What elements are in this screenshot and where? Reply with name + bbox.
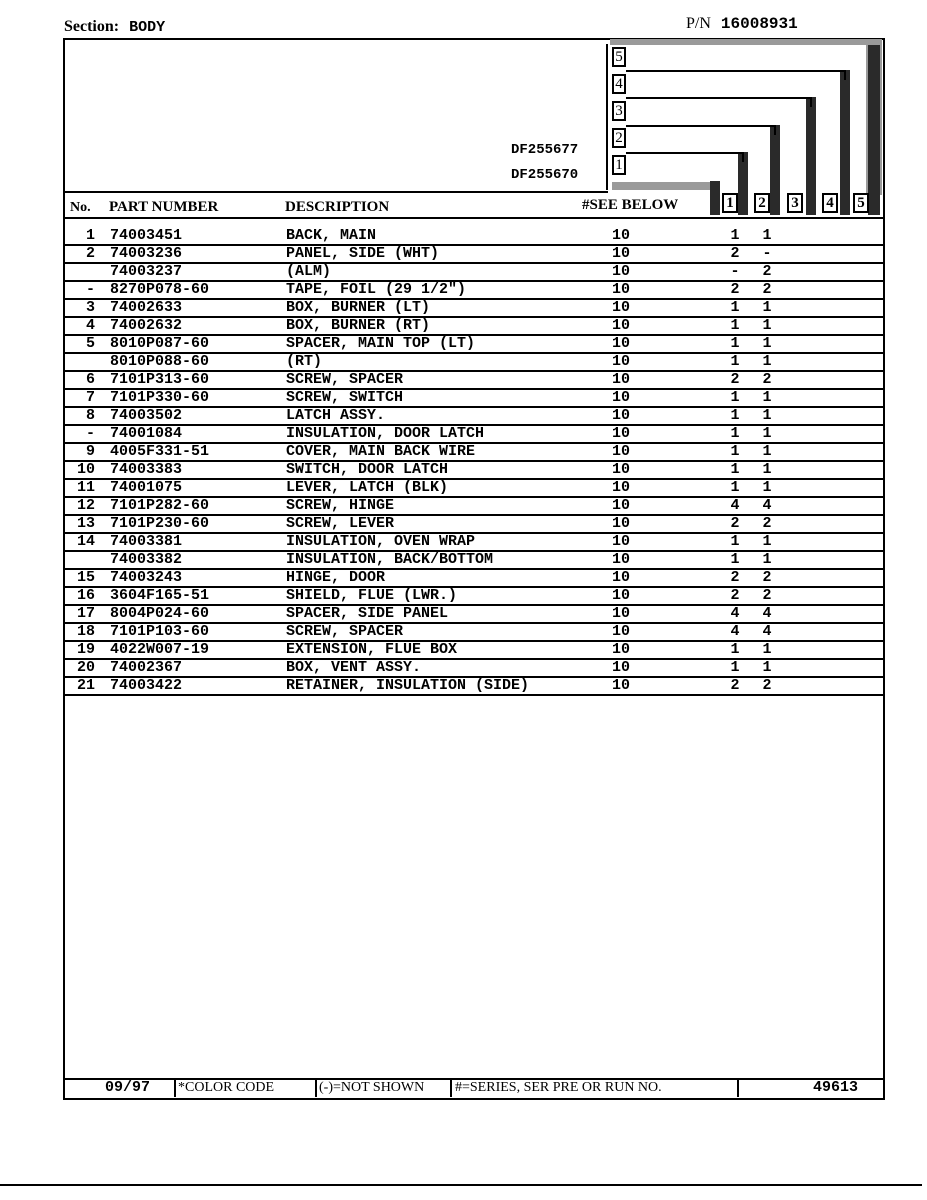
bar-col-3 xyxy=(806,97,816,215)
row-no: 15 xyxy=(76,569,95,586)
row-see-below: 10 xyxy=(612,371,631,388)
row-see-below: 10 xyxy=(612,299,631,316)
row-qty-col-2: 2 xyxy=(762,677,772,694)
header-top-rule xyxy=(63,191,608,193)
row-part-number: 7101P230-60 xyxy=(110,515,210,532)
row-see-below: 10 xyxy=(612,659,631,676)
table-row xyxy=(0,317,927,335)
col-box-1: 1 xyxy=(722,193,738,213)
row-no: 16 xyxy=(76,587,95,604)
row-description: BACK, MAIN xyxy=(286,227,377,244)
row-qty-col-1: 2 xyxy=(730,281,740,298)
table-row xyxy=(0,245,927,263)
row-no: 6 xyxy=(85,371,95,388)
row-qty-col-1: 1 xyxy=(730,335,740,352)
row-qty-col-2: - xyxy=(762,245,772,262)
row-qty-col-2: 1 xyxy=(762,641,772,658)
row-description: SHIELD, FLUE (LWR.) xyxy=(286,587,458,604)
row-description: LEVER, LATCH (BLK) xyxy=(286,479,449,496)
row-qty-col-1: 2 xyxy=(730,677,740,694)
row-description: PANEL, SIDE (WHT) xyxy=(286,245,440,262)
footer-sep-4 xyxy=(737,1080,739,1097)
row-description: SCREW, SPACER xyxy=(286,623,404,640)
row-qty-col-1: 1 xyxy=(730,461,740,478)
footer-sep-2 xyxy=(315,1080,317,1097)
table-row xyxy=(0,443,927,461)
shade-bottom xyxy=(612,182,712,190)
header-bottom-rule xyxy=(63,217,885,219)
table-row xyxy=(0,623,927,641)
row-part-number: 74001084 xyxy=(110,425,183,442)
model-box-4: 4 xyxy=(612,74,626,94)
row-see-below: 10 xyxy=(612,353,631,370)
row-qty-col-1: - xyxy=(730,263,740,280)
row-qty-col-1: 4 xyxy=(730,497,740,514)
row-part-number: 74003382 xyxy=(110,551,183,568)
bracket-2 xyxy=(626,125,776,135)
col-header-see-below: #SEE BELOW xyxy=(582,197,679,213)
model-box-divider xyxy=(606,44,608,190)
row-qty-col-2: 2 xyxy=(762,587,772,604)
row-qty-col-2: 1 xyxy=(762,389,772,406)
row-part-number: 4022W007-19 xyxy=(110,641,210,658)
row-no: 10 xyxy=(76,461,95,478)
row-part-number: 8010P088-60 xyxy=(110,353,210,370)
table-row xyxy=(0,479,927,497)
row-description: HINGE, DOOR xyxy=(286,569,386,586)
row-description: SPACER, MAIN TOP (LT) xyxy=(286,335,476,352)
row-description: INSULATION, BACK/BOTTOM xyxy=(286,551,494,568)
row-qty-col-2: 2 xyxy=(762,263,772,280)
bar-col-5 xyxy=(868,45,880,215)
table-row xyxy=(0,569,927,587)
table-row xyxy=(0,515,927,533)
row-see-below: 10 xyxy=(612,335,631,352)
row-qty-col-1: 2 xyxy=(730,245,740,262)
row-description: SCREW, HINGE xyxy=(286,497,395,514)
row-no: 19 xyxy=(76,641,95,658)
row-part-number: 74002367 xyxy=(110,659,183,676)
row-description: SCREW, SWITCH xyxy=(286,389,404,406)
row-see-below: 10 xyxy=(612,317,631,334)
row-qty-col-2: 2 xyxy=(762,281,772,298)
row-qty-col-1: 1 xyxy=(730,425,740,442)
row-qty-col-1: 2 xyxy=(730,515,740,532)
row-no: 2 xyxy=(85,245,95,262)
row-see-below: 10 xyxy=(612,425,631,442)
row-no: 20 xyxy=(76,659,95,676)
table-row xyxy=(0,497,927,515)
table-row xyxy=(0,461,927,479)
row-no: 13 xyxy=(76,515,95,532)
row-qty-col-2: 2 xyxy=(762,569,772,586)
table-row xyxy=(0,299,927,317)
row-qty-col-2: 1 xyxy=(762,227,772,244)
row-description: (ALM) xyxy=(286,263,332,280)
row-qty-col-2: 1 xyxy=(762,335,772,352)
footer-sep-3 xyxy=(450,1080,452,1097)
row-qty-col-1: 1 xyxy=(730,317,740,334)
table-row xyxy=(0,551,927,569)
col-header-part-number: PART NUMBER xyxy=(109,199,219,215)
row-qty-col-2: 1 xyxy=(762,407,772,424)
footer xyxy=(65,1078,887,1098)
row-see-below: 10 xyxy=(612,389,631,406)
row-description: INSULATION, OVEN WRAP xyxy=(286,533,476,550)
row-part-number: 74003422 xyxy=(110,677,183,694)
row-see-below: 10 xyxy=(612,407,631,424)
row-part-number: 8270P078-60 xyxy=(110,281,210,298)
section-label: Section: xyxy=(64,18,120,35)
row-no: - xyxy=(85,281,95,298)
row-see-below: 10 xyxy=(612,677,631,694)
row-no: 18 xyxy=(76,623,95,640)
footer-date: 09/97 xyxy=(105,1079,151,1096)
row-no: 3 xyxy=(85,299,95,316)
model-box-2: 2 xyxy=(612,128,626,148)
row-part-number: 7101P330-60 xyxy=(110,389,210,406)
table-row xyxy=(0,353,927,371)
row-part-number: 8004P024-60 xyxy=(110,605,210,622)
pn-label: P/N xyxy=(686,15,711,32)
bracket-4 xyxy=(626,70,846,80)
row-qty-col-2: 1 xyxy=(762,461,772,478)
row-see-below: 10 xyxy=(612,641,631,658)
row-see-below: 10 xyxy=(612,497,631,514)
table-row xyxy=(0,371,927,389)
row-qty-col-2: 1 xyxy=(762,299,772,316)
row-part-number: 4005F331-51 xyxy=(110,443,210,460)
row-qty-col-1: 1 xyxy=(730,389,740,406)
row-see-below: 10 xyxy=(612,605,631,622)
row-see-below: 10 xyxy=(612,227,631,244)
table-row xyxy=(0,227,927,245)
row-part-number: 7101P282-60 xyxy=(110,497,210,514)
row-description: BOX, BURNER (RT) xyxy=(286,317,431,334)
row-qty-col-1: 1 xyxy=(730,659,740,676)
shade-top xyxy=(610,39,882,45)
footer-doc-number: 49613 xyxy=(813,1079,859,1096)
row-no: 21 xyxy=(76,677,95,694)
row-description: BOX, BURNER (LT) xyxy=(286,299,431,316)
row-qty-col-1: 4 xyxy=(730,623,740,640)
row-see-below: 10 xyxy=(612,623,631,640)
bar-col-2 xyxy=(770,125,780,215)
row-qty-col-1: 2 xyxy=(730,569,740,586)
row-see-below: 10 xyxy=(612,281,631,298)
footer-sep-1 xyxy=(174,1080,176,1097)
model-box-1: 1 xyxy=(612,155,626,175)
row-description: SCREW, SPACER xyxy=(286,371,404,388)
row-qty-col-2: 2 xyxy=(762,515,772,532)
row-no: 9 xyxy=(85,443,95,460)
row-qty-col-2: 1 xyxy=(762,443,772,460)
row-qty-col-1: 1 xyxy=(730,641,740,658)
row-description: TAPE, FOIL (29 1/2") xyxy=(286,281,467,298)
row-qty-col-1: 1 xyxy=(730,299,740,316)
row-part-number: 74003381 xyxy=(110,533,183,550)
row-qty-col-1: 1 xyxy=(730,533,740,550)
bar-col-4 xyxy=(840,70,850,215)
row-part-number: 3604F165-51 xyxy=(110,587,210,604)
row-see-below: 10 xyxy=(612,443,631,460)
table-row xyxy=(0,677,927,695)
row-part-number: 74003451 xyxy=(110,227,183,244)
row-qty-col-2: 2 xyxy=(762,371,772,388)
row-description: INSULATION, DOOR LATCH xyxy=(286,425,485,442)
row-description: RETAINER, INSULATION (SIDE) xyxy=(286,677,530,694)
model-box-3: 3 xyxy=(612,101,626,121)
table-row xyxy=(0,407,927,425)
footer-color-code: *COLOR CODE xyxy=(178,1080,275,1095)
table-row xyxy=(0,263,927,281)
row-qty-col-1: 1 xyxy=(730,353,740,370)
row-part-number: 74002632 xyxy=(110,317,183,334)
row-description: LATCH ASSY. xyxy=(286,407,386,424)
row-description: (RT) xyxy=(286,353,323,370)
row-description: SWITCH, DOOR LATCH xyxy=(286,461,449,478)
col-header-no: No. xyxy=(70,200,91,215)
row-qty-col-1: 2 xyxy=(730,371,740,388)
model-graphic xyxy=(0,0,927,230)
row-qty-col-2: 4 xyxy=(762,605,772,622)
col-header-description: DESCRIPTION xyxy=(285,199,390,215)
row-description: SPACER, SIDE PANEL xyxy=(286,605,449,622)
table-row xyxy=(0,425,927,443)
row-no: 14 xyxy=(76,533,95,550)
row-qty-col-2: 1 xyxy=(762,425,772,442)
row-no: 12 xyxy=(76,497,95,514)
row-no: 11 xyxy=(76,479,95,496)
row-no: 5 xyxy=(85,335,95,352)
row-part-number: 74001075 xyxy=(110,479,183,496)
table-row xyxy=(0,587,927,605)
row-see-below: 10 xyxy=(612,461,631,478)
row-qty-col-1: 4 xyxy=(730,605,740,622)
row-part-number: 74003237 xyxy=(110,263,183,280)
row-see-below: 10 xyxy=(612,245,631,262)
row-description: EXTENSION, FLUE BOX xyxy=(286,641,458,658)
row-qty-col-1: 1 xyxy=(730,443,740,460)
col-box-2: 2 xyxy=(754,193,770,213)
row-no: 7 xyxy=(85,389,95,406)
row-qty-col-2: 1 xyxy=(762,659,772,676)
section-value: BODY xyxy=(129,19,166,36)
col-box-3: 3 xyxy=(787,193,803,213)
table-row xyxy=(0,335,927,353)
row-qty-col-2: 1 xyxy=(762,317,772,334)
table-row xyxy=(0,533,927,551)
table-row xyxy=(0,641,927,659)
row-part-number: 74003236 xyxy=(110,245,183,262)
row-qty-col-1: 1 xyxy=(730,479,740,496)
row-part-number: 74003502 xyxy=(110,407,183,424)
table-row xyxy=(0,659,927,677)
row-qty-col-2: 1 xyxy=(762,533,772,550)
footer-not-shown: (-)=NOT SHOWN xyxy=(319,1080,425,1095)
bar-col-1a xyxy=(710,181,720,215)
row-no: 1 xyxy=(85,227,95,244)
col-box-5: 5 xyxy=(853,193,869,213)
row-no: - xyxy=(85,425,95,442)
row-see-below: 10 xyxy=(612,479,631,496)
row-qty-col-2: 1 xyxy=(762,479,772,496)
row-see-below: 10 xyxy=(612,551,631,568)
row-description: SCREW, LEVER xyxy=(286,515,395,532)
row-part-number: 7101P313-60 xyxy=(110,371,210,388)
page-bottom-rule xyxy=(0,1184,922,1186)
row-qty-col-2: 4 xyxy=(762,623,772,640)
row-qty-col-2: 1 xyxy=(762,353,772,370)
bracket-3 xyxy=(626,97,812,107)
table-row xyxy=(0,605,927,623)
row-qty-col-1: 1 xyxy=(730,551,740,568)
row-no: 17 xyxy=(76,605,95,622)
row-rule xyxy=(63,694,885,696)
row-see-below: 10 xyxy=(612,515,631,532)
row-part-number: 74003383 xyxy=(110,461,183,478)
row-see-below: 10 xyxy=(612,263,631,280)
row-part-number: 74003243 xyxy=(110,569,183,586)
row-qty-col-1: 1 xyxy=(730,227,740,244)
row-qty-col-1: 1 xyxy=(730,407,740,424)
row-qty-col-1: 2 xyxy=(730,587,740,604)
row-description: BOX, VENT ASSY. xyxy=(286,659,422,676)
row-part-number: 74002633 xyxy=(110,299,183,316)
bracket-1 xyxy=(626,152,744,162)
model-number-b: DF255670 xyxy=(511,167,579,183)
row-see-below: 10 xyxy=(612,569,631,586)
table-row xyxy=(0,281,927,299)
row-qty-col-2: 1 xyxy=(762,551,772,568)
row-description: COVER, MAIN BACK WIRE xyxy=(286,443,476,460)
row-qty-col-2: 4 xyxy=(762,497,772,514)
col-box-4: 4 xyxy=(822,193,838,213)
pn-value: 16008931 xyxy=(720,15,798,33)
row-part-number: 8010P087-60 xyxy=(110,335,210,352)
model-box-5: 5 xyxy=(612,47,626,67)
row-no: 4 xyxy=(85,317,95,334)
footer-series: #=SERIES, SER PRE OR RUN NO. xyxy=(455,1080,662,1095)
row-see-below: 10 xyxy=(612,533,631,550)
row-see-below: 10 xyxy=(612,587,631,604)
row-no: 8 xyxy=(85,407,95,424)
row-part-number: 7101P103-60 xyxy=(110,623,210,640)
table-row xyxy=(0,389,927,407)
model-number-a: DF255677 xyxy=(511,142,579,158)
